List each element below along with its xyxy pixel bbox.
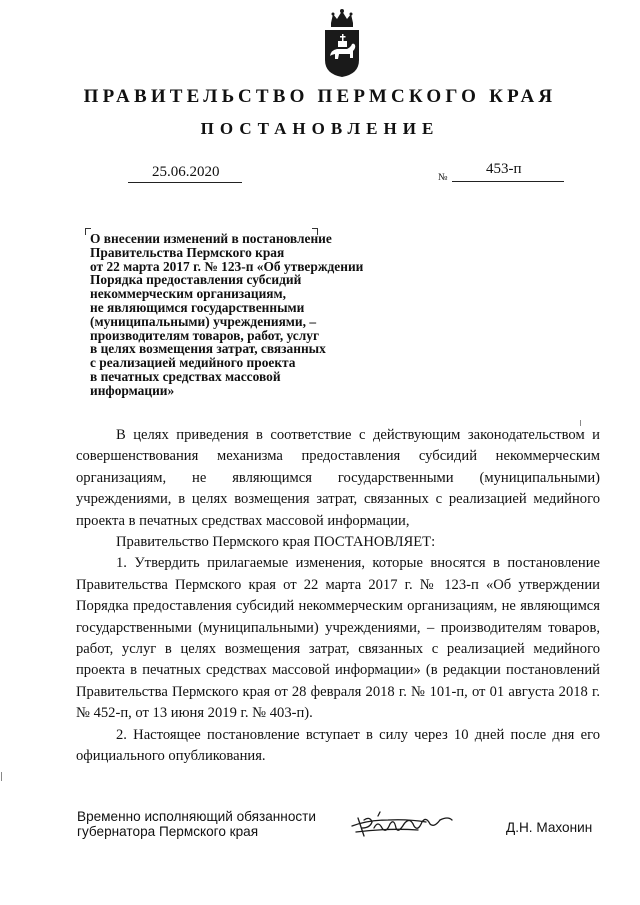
body-paragraph: 2. Настоящее постановление вступает в силу через 10 дней после дня его официального опубликования. — [76, 726, 600, 765]
signatory-position — [77, 809, 316, 839]
signatory-position-line: Временно исполняющий обязанности — [77, 809, 316, 824]
decree-date: 25.06.2020 — [152, 164, 220, 180]
number-underline — [452, 181, 564, 182]
title-line: Порядка предоставления субсидий — [90, 272, 302, 288]
signatory-position-line: губернатора Пермского края — [77, 824, 259, 839]
title-line: производителям товаров, работ, услуг — [90, 327, 320, 343]
decree-number: 453-п — [486, 161, 522, 177]
number-sign: № — [438, 172, 448, 183]
coat-of-arms-emblem — [321, 8, 363, 78]
title-line: информации» — [90, 382, 175, 398]
title-line: в печатных средствах массовой — [90, 368, 281, 384]
body-paragraph: 1. Утвердить прилагаемые изменения, которые вносятся в постановление Правительства Пермского края от 22 марта 2017 г. № 123-п «Об утверждении Порядка предоставления субсидий некоммерческим организациям, не являющимся государственными (муниципальными) учреждениями, – производителям товаров, работ, услуг в целях возмещения затрат, связанных с реализацией медийного проекта в печатных средствах массовой информации» (в редакции постановлений Правительства Пермского края от 28 февраля 2018 г. № 101-п, от 01 августа 2018 г. № 452-п, от 13 июня 2019 г. № 403-п). — [76, 555, 600, 722]
title-line: с реализацией медийного проекта — [90, 355, 296, 371]
title-line: некоммерческим организациям, — [90, 286, 287, 302]
title-line: О внесении изменений в постановление — [90, 231, 332, 246]
decree-title — [90, 232, 410, 398]
date-underline — [128, 182, 242, 183]
scan-artifact — [1, 772, 2, 781]
title-line: (муниципальными) учреждениями, – — [90, 313, 317, 329]
government-heading: ПРАВИТЕЛЬСТВО ПЕРМСКОГО КРАЯ — [83, 86, 557, 107]
scan-artifact — [580, 420, 581, 426]
title-line: от 22 марта 2017 г. № 123-п «Об утверждении — [90, 258, 364, 274]
title-line: Правительства Пермского края — [90, 244, 285, 260]
document-type-heading: ПОСТАНОВЛЕНИЕ — [200, 119, 440, 138]
body-paragraph: В целях приведения в соответствие с действующим законодательством и совершенствования механизма предоставления субсидий некоммерческим организациям, не являющимся государственными (муниципальными) учреждениями, в целях возмещения затрат, связанных с реализацией медийного проекта в печатных средствах массовой информации, — [76, 427, 600, 529]
title-line: не являющимся государственными — [90, 299, 305, 315]
decree-body — [76, 425, 600, 768]
body-paragraph: Правительство Пермского края ПОСТАНОВЛЯЕТ: — [116, 534, 436, 551]
title-line: в целях возмещения затрат, связанных — [90, 341, 326, 357]
signatory-name: Д.Н. Махонин — [506, 820, 593, 835]
handwritten-signature — [348, 806, 458, 844]
